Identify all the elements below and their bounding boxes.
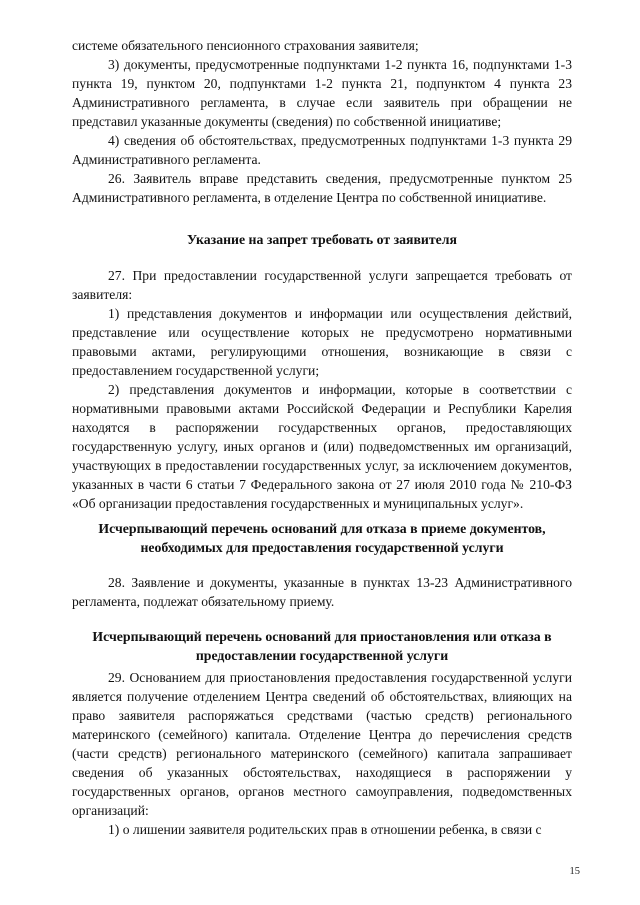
paragraph-25-3: 3) документы, предусмотренные подпунктами 1-2 пункта 16, подпунктами 1-3 пункта 19, пунктом 20, подпунктами 1-2 пункта 21, подпунктом 4 пункта 23 Административного регламента, в случае если заявитель при обращении не представил указанные документы (сведения) по собственной инициативе;: [72, 57, 572, 129]
section-refusal-acceptance: [72, 573, 572, 611]
paragraph-27-1: 1) представления документов и информации или осуществления действий, представление или осуществление которых не предусмотрено нормативными правовыми актами, регулирующими отношения, возникающие в связи с предоставлением государственной услуги;: [72, 306, 572, 378]
heading-refusal-acceptance: Исчерпывающий перечень оснований для отказа в приеме документов, необходимых для предоставления государственной услуги: [98, 521, 546, 555]
paragraph-27-2: 2) представления документов и информации, которые в соответствии с нормативными правовыми актами Российской Федерации и Республики Карелия находятся в распоряжении государственных органов, предоставляющих государственную услугу, иных органов и (или) подведомственных им организаций, участвующих в предоставлении государственных услуг, за исключением документов, указанных в части 6 статьи 7 Федерального закона от 27 июля 2010 года № 210-ФЗ «Об организации предоставления государственных и муниципальных услуг».: [72, 382, 572, 511]
heading-suspension-refusal: Исчерпывающий перечень оснований для приостановления или отказа в предоставлении государственной услуги: [92, 629, 552, 663]
paragraph-25-4: 4) сведения об обстоятельствах, предусмотренных подпунктами 1-3 пункта 29 Административного регламента.: [72, 133, 572, 167]
paragraph-29-1: 1) о лишении заявителя родительских прав в отношении ребенка, в связи с: [108, 822, 542, 837]
section-suspension-refusal: [72, 668, 572, 839]
paragraph-26: 26. Заявитель вправе представить сведения, предусмотренные пунктом 25 Административного регламента, в отделение Центра по собственной инициативе.: [72, 171, 572, 205]
section-prohibition: [72, 266, 572, 513]
heading-prohibition: Указание на запрет требовать от заявителя: [187, 232, 457, 247]
paragraph-29: 29. Основанием для приостановления предоставления государственной услуги является получение отделением Центра сведений об обстоятельствах, влияющих на право заявителя распоряжаться средствами (частью средств) регионального материнского (семейного) капитала. Отделение Центра до перечисления средств (части средств) регионального материнского (семейного) капитала запрашивает сведения об указанных обстоятельствах, находящиеся в распоряжении у государственных органов, органов местного самоуправления, подведомственных организаций:: [72, 670, 572, 818]
paragraph-25-2-end: системе обязательного пенсионного страхования заявителя;: [72, 38, 419, 53]
paragraph-27: 27. При предоставлении государственной услуги запрещается требовать от заявителя:: [72, 268, 572, 302]
paragraph-28: 28. Заявление и документы, указанные в пунктах 13-23 Административного регламента, подлежат обязательному приему.: [72, 575, 572, 609]
page-number: 15: [569, 866, 580, 877]
top-paragraphs: [72, 36, 572, 207]
